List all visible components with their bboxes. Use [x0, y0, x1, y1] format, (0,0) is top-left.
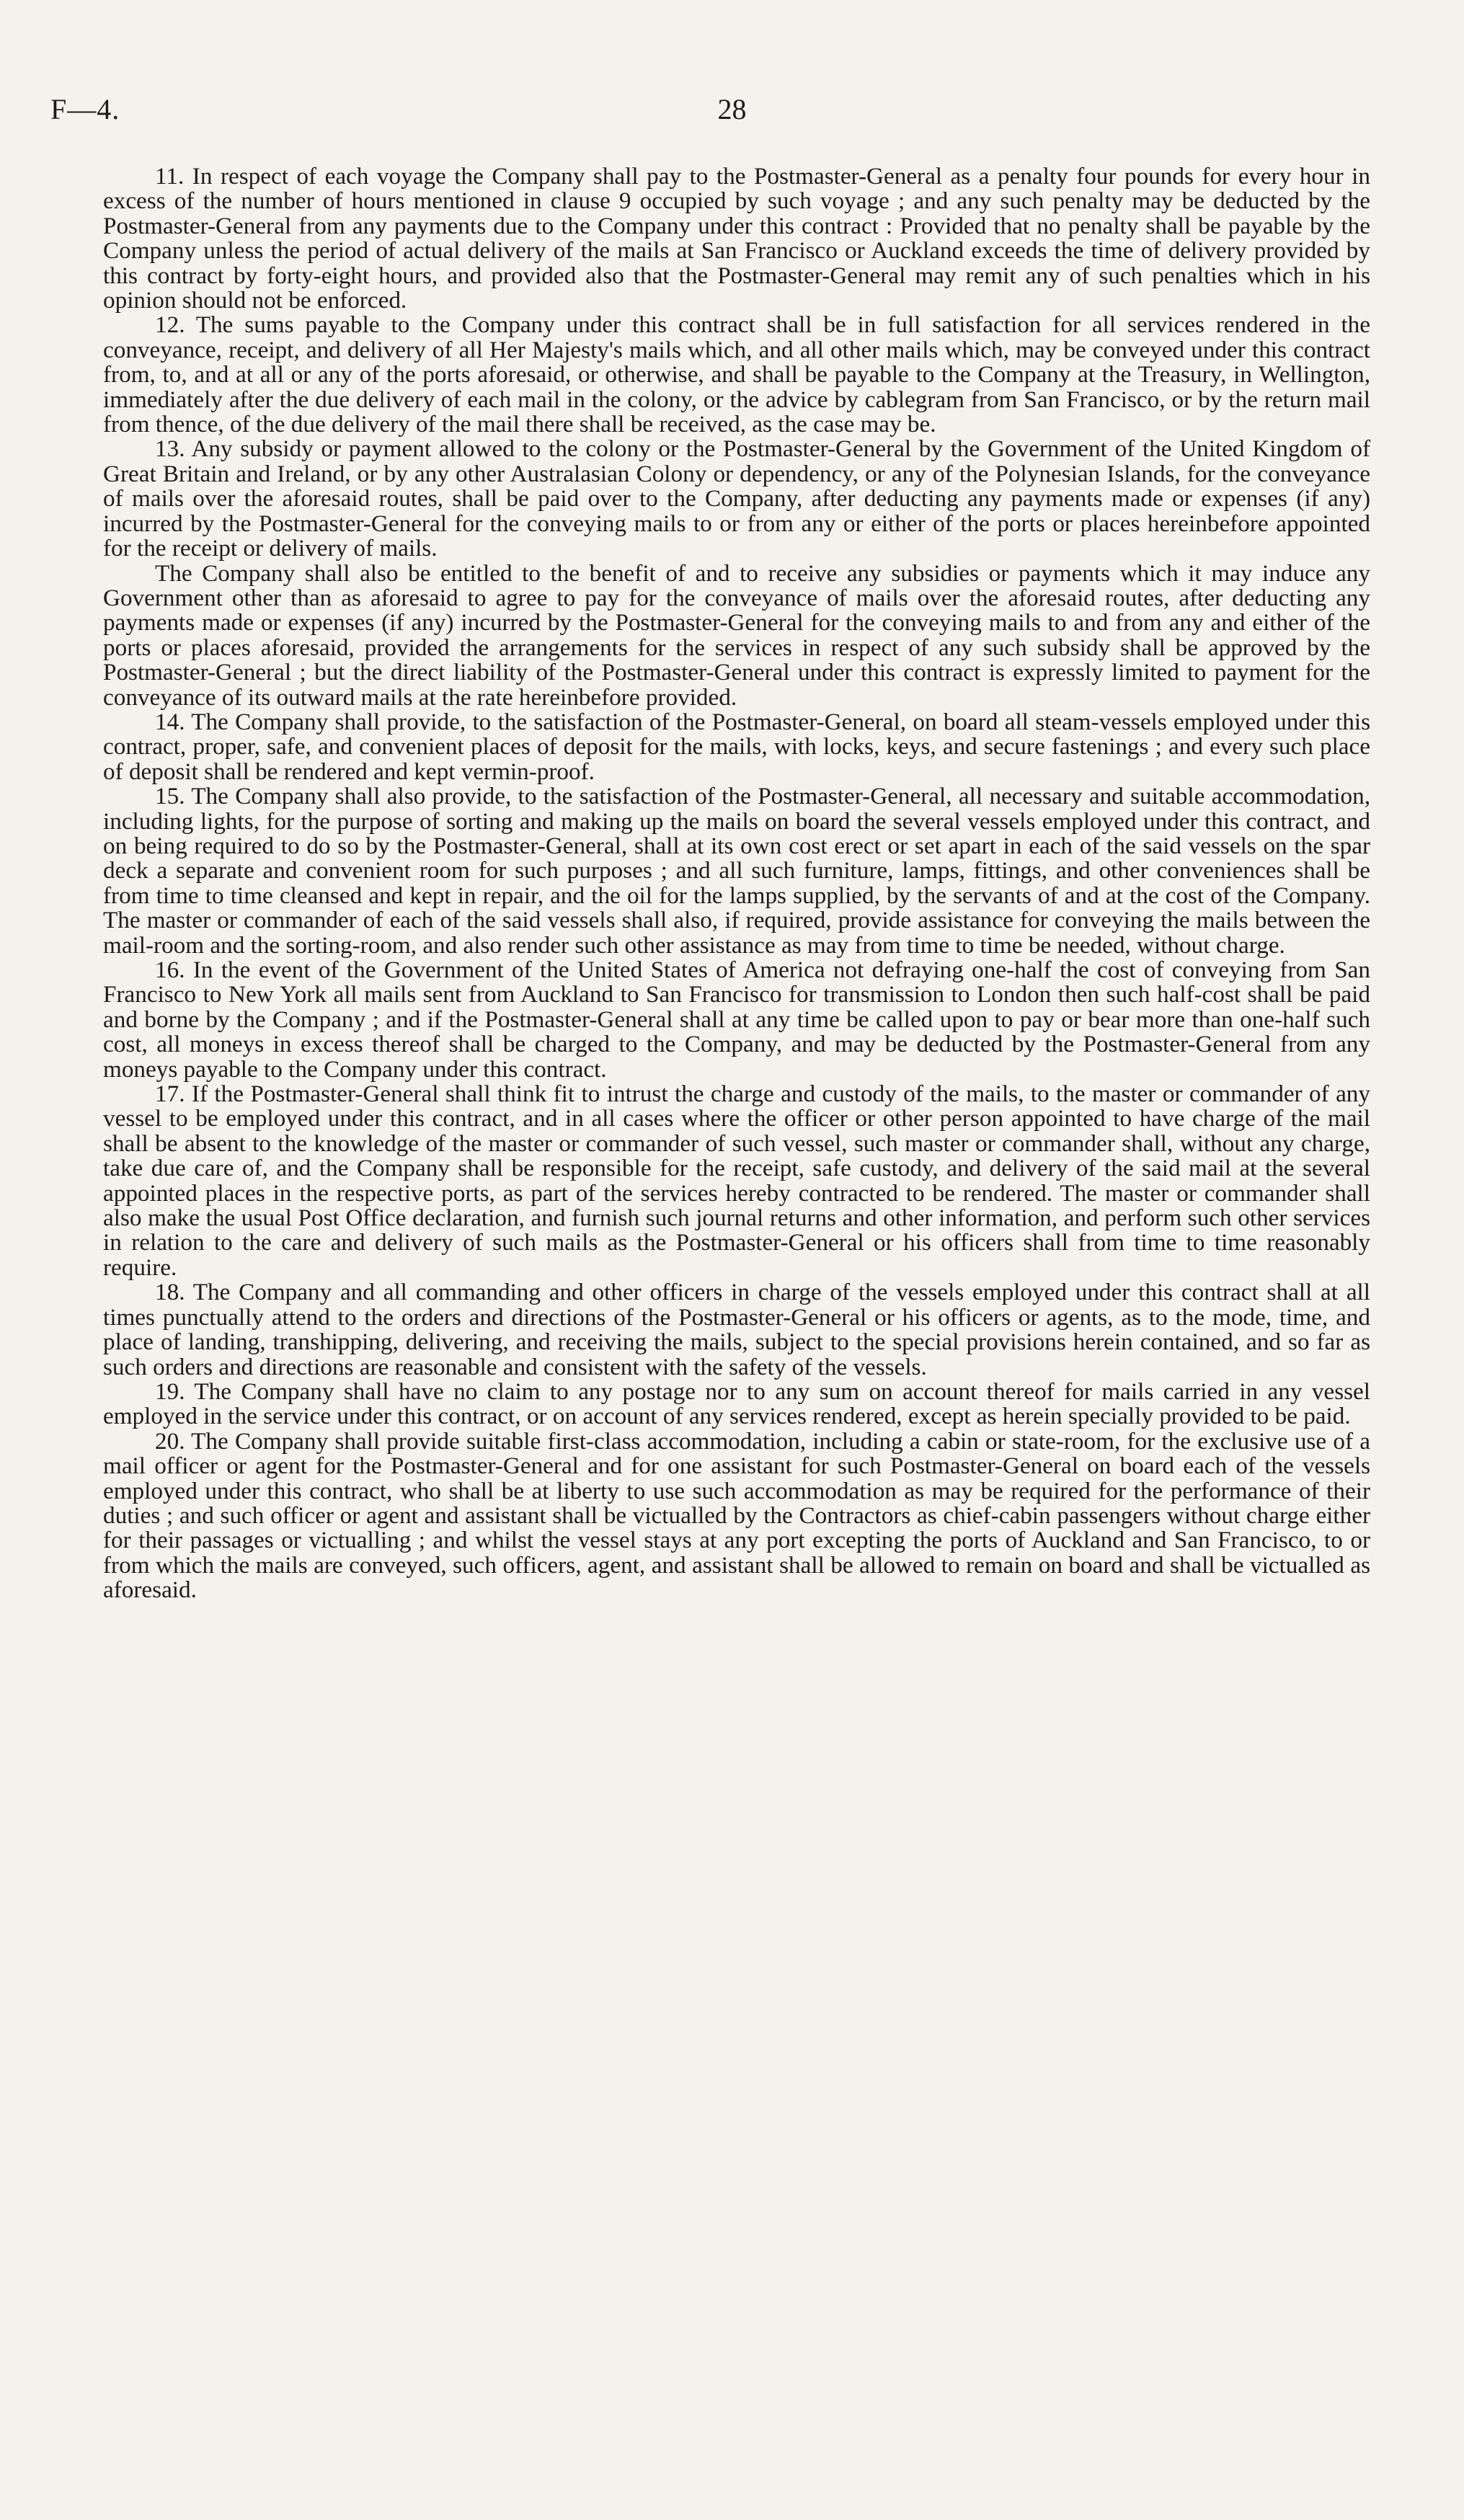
document-body: [103, 164, 1370, 1603]
clause-13-paragraph: 13. Any subsidy or payment allowed to the colony or the Postmaster-General by the Government of the United Kingdom of Great Britain and Ireland, or by any other Australasian Colony or dependency, or any of the Polynesian Islands, for the conveyance of mails over the aforesaid routes, shall be paid over to the Company, after deducting any payments made or expenses (if any) incurred by the Postmaster-General for the conveying mails to or from any or either of the ports or places hereinbefore appointed for the receipt or delivery of mails.: [103, 435, 1370, 562]
clause-11-paragraph: 11. In respect of each voyage the Company shall pay to the Postmaster-General as a penalty four pounds for every hour in excess of the number of hours mentioned in clause 9 occupied by such voyage ; and any such penalty may be deducted by the Postmaster-General from any payments due to the Company under this contract : Provided that no penalty shall be payable by the Company unless the period of actual delivery of the mails at San Francisco or Auckland exceeds the time of delivery provided by this contract by forty-eight hours, and provided also that the Postmaster-General may remit any of such penalties which in his opinion should not be enforced.: [103, 163, 1370, 314]
clause-12-paragraph: 12. The sums payable to the Company under this contract shall be in full satisfaction for all services rendered in the conveyance, receipt, and delivery of all Her Majesty's mails which, and all other mails which, may be conveyed under this contract from, to, and at all or any of the ports aforesaid, or otherwise, and shall be payable to the Company at the Treasury, in Wellington, immediately after the due delivery of each mail in the colony, or the advice by cablegram from San Francisco, or by the return mail from thence, of the due delivery of the mail there shall be received, as the case may be.: [103, 311, 1370, 438]
clause-17-paragraph: 17. If the Postmaster-General shall think fit to intrust the charge and custody of the mails, to the master or commander of any vessel to be employed under this contract, and in all cases where the officer or other person appointed to have charge of the mail shall be absent to the knowledge of the master or commander of such vessel, such master or commander shall, without any charge, take due care of, and the Company shall be responsible for the receipt, safe custody, and delivery of the said mail at the several appointed places in the respective ports, as part of the services hereby contracted to be rendered. The master or commander shall also make the usual Post Office declaration, and furnish such journal returns and other information, and perform such other services in relation to the care and delivery of such mails as the Postmaster-General or his officers shall from time to time reasonably require.: [103, 1081, 1370, 1281]
clause-20-paragraph: 20. The Company shall provide suitable first-class accommodation, including a cabin or state-room, for the exclusive use of a mail officer or agent for the Postmaster-General and for one assistant for such Postmaster-General on board each of the vessels employed under this contract, who shall be at liberty to use such accommodation as may be required for the performance of their duties ; and such officer or agent and assistant shall be victualled by the Contractors as chief-cabin passengers without charge either for their passages or victualling ; and whilst the vessel stays at any port excepting the ports of Auckland and San Francisco, to or from which the mails are conveyed, such officers, agent, and assistant shall be allowed to remain on board and shall be victualled as aforesaid.: [103, 1427, 1370, 1604]
clause-15-paragraph: 15. The Company shall also provide, to the satisfaction of the Postmaster-General, all necessary and suitable accommodation, including lights, for the purpose of sorting and making up the mails on board the several vessels employed under this contract, and on being required to do so by the Postmaster-General, shall at its own cost erect or set apart in each of the said vessels on the spar deck a separate and convenient room for such purposes ; and all such furniture, lamps, fittings, and other conveniences shall be from time to time cleansed and kept in repair, and the oil for the lamps supplied, by the servants of and at the cost of the Company. The master or commander of each of the said vessels shall also, if required, provide assistance for conveying the mails between the mail-room and the sorting-room, and also render such other assistance as may from time to time be needed, without charge.: [103, 783, 1370, 959]
page-number: 28: [717, 93, 747, 125]
clause-16-paragraph: 16. In the event of the Government of the United States of America not defraying one-half the cost of conveying from San Francisco to New York all mails sent from Auckland to San Francisco for transmission to London then such half-cost shall be paid and borne by the Company ; and if the Postmaster-General shall at any time be called upon to pay or bear more than one-half such cost, all moneys in excess thereof shall be charged to the Company, and may be deducted by the Postmaster-General from any moneys payable to the Company under this contract.: [103, 957, 1370, 1083]
clause-13-continuation-paragraph: The Company shall also be entitled to the benefit of and to receive any subsidies or payments which it may induce any Government other than as aforesaid to agree to pay for the conveyance of mails over the aforesaid routes, after deducting any payments made or expenses (if any) incurred by the Postmaster-General for the conveying mails to and from any and either of the ports or places aforesaid, provided the arrangements for the services in respect of any such subsidy shall be approved by the Postmaster-General ; but the direct liability of the Postmaster-General under this contract is expressly limited to payment for the conveyance of its outward mails at the rate hereinbefore provided.: [103, 559, 1370, 711]
clause-18-paragraph: 18. The Company and all commanding and other officers in charge of the vessels employed under this contract shall at all times punctually attend to the orders and directions of the Postmaster-General or his officers or agents, as to the mode, time, and place of landing, transhipping, delivering, and receiving the mails, subject to the special provisions herein contained, and so far as such orders and directions are reasonable and consistent with the safety of the vessels.: [103, 1279, 1370, 1380]
document-reference: F—4.: [50, 93, 120, 125]
clause-19-paragraph: 19. The Company shall have no claim to any postage nor to any sum on account thereof for mails carried in any vessel employed in the service under this contract, or on account of any services rendered, except as herein specially provided to be paid.: [103, 1377, 1370, 1430]
clause-14-paragraph: 14. The Company shall provide, to the satisfaction of the Postmaster-General, on board all steam-vessels employed under this contract, proper, safe, and convenient places of deposit for the mails, with locks, keys, and secure fastenings ; and every such place of deposit shall be rendered and kept vermin-proof.: [103, 708, 1370, 785]
page-header: [50, 92, 1414, 136]
